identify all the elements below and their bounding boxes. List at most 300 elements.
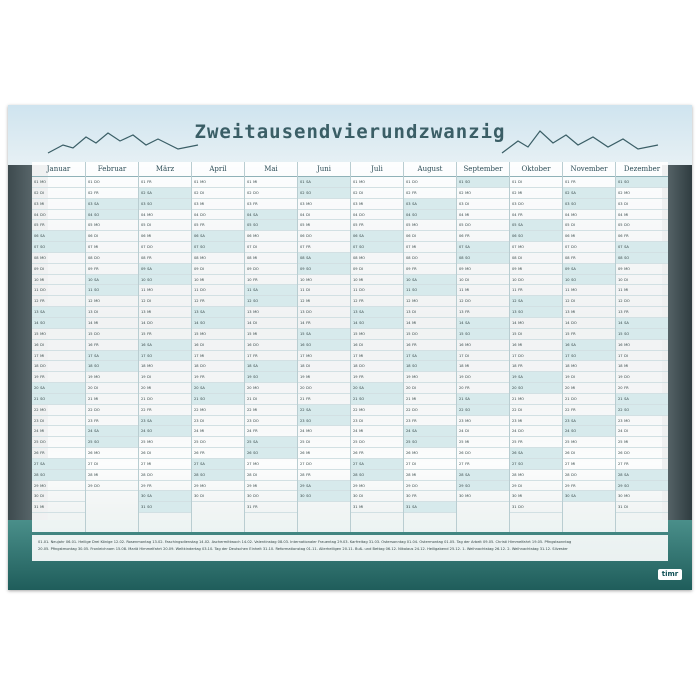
day-number: 18 [459, 364, 464, 369]
day-number: 16 [618, 342, 623, 347]
weekday-abbr: MI [253, 331, 258, 336]
day-number: 03 [512, 201, 517, 206]
day-cell [351, 470, 403, 481]
day-cell [139, 481, 191, 492]
day-cell [245, 242, 297, 253]
day-cell [351, 448, 403, 459]
day-cell [510, 502, 562, 513]
day-cell [192, 383, 244, 394]
day-cell [351, 416, 403, 427]
day-cell [32, 264, 85, 275]
weekday-abbr: DO [40, 288, 46, 293]
day-number: 19 [618, 375, 623, 380]
weekday-abbr: DI [306, 364, 310, 369]
day-cell [510, 231, 562, 242]
weekday-abbr: DI [624, 277, 628, 282]
weekday-abbr: SO [571, 353, 577, 358]
day-number: 04 [141, 212, 146, 217]
weekday-abbr: MI [412, 245, 417, 250]
weekday-abbr: DI [40, 190, 44, 195]
day-number: 14 [512, 320, 517, 325]
weekday-abbr: FR [253, 353, 258, 358]
day-number: 17 [459, 353, 464, 358]
month-column-5 [244, 162, 297, 532]
weekday-abbr: SA [465, 396, 470, 401]
day-cell [404, 383, 456, 394]
weekday-abbr: FR [200, 451, 205, 456]
day-cell [192, 361, 244, 372]
day-number: 13 [459, 310, 464, 315]
day-cell [139, 502, 191, 513]
day-cell [457, 188, 509, 199]
day-number: 21 [618, 396, 623, 401]
day-number: 03 [247, 201, 252, 206]
weekday-abbr: SA [624, 245, 629, 250]
weekday-abbr: DO [147, 396, 153, 401]
weekday-abbr: MO [359, 180, 366, 184]
day-cell [298, 318, 350, 329]
weekday-abbr: FR [147, 483, 152, 488]
weekday-abbr: MO [94, 451, 101, 456]
day-number: 27 [353, 461, 358, 466]
weekday-abbr: SA [465, 245, 470, 250]
day-number: 21 [565, 396, 570, 401]
day-number: 01 [353, 180, 358, 184]
weekday-abbr: SA [518, 375, 523, 380]
weekday-abbr: MI [465, 364, 470, 369]
day-cell [563, 481, 615, 492]
day-cell [563, 416, 615, 427]
day-number: 27 [459, 461, 464, 466]
holiday-line-1: 01.01. Neujahr 06.01. Heilige Drei Könige 12.02. Rosenmontag 13.02. Faschingsdienstag 14.02. Aschermittwoch 14.02. Valentinstag 08.03. Internationaler Frauentag 29.03. Karfreitag 31.03. Ostersonntag 01.04. Ostermontag 01.05. Tag der Arbeit 09.05. Christi Himmelfahrt 19.05. Pfingstsonntag [38, 540, 572, 544]
day-cell [404, 372, 456, 383]
day-number: 19 [300, 375, 305, 380]
weekday-abbr: MI [147, 310, 152, 315]
day-cell [510, 253, 562, 264]
day-number: 05 [353, 223, 358, 228]
weekday-abbr: SO [147, 505, 153, 510]
day-number: 14 [406, 320, 411, 325]
weekday-abbr: MO [253, 461, 260, 466]
day-cell [32, 253, 85, 264]
day-cell [457, 340, 509, 351]
day-cell [457, 275, 509, 286]
weekday-abbr: SO [465, 331, 471, 336]
weekday-abbr: DI [94, 234, 98, 239]
day-cell [298, 481, 350, 492]
day-number: 17 [406, 353, 411, 358]
day-cell [404, 296, 456, 307]
day-number: 21 [88, 396, 93, 401]
day-number: 22 [459, 407, 464, 412]
day-cell [351, 318, 403, 329]
day-number: 21 [34, 396, 39, 401]
weekday-abbr: DI [147, 223, 151, 228]
weekday-abbr: DI [200, 418, 204, 423]
day-cell [245, 491, 297, 502]
day-cell [86, 199, 138, 210]
weekday-abbr: DI [518, 180, 522, 184]
day-number: 20 [565, 386, 570, 391]
day-cell [32, 437, 85, 448]
day-cell [616, 437, 668, 448]
day-cell [616, 199, 668, 210]
weekday-abbr: SO [200, 396, 206, 401]
day-number: 10 [300, 277, 305, 282]
weekday-abbr: DO [465, 375, 471, 380]
day-number: 10 [406, 277, 411, 282]
weekday-abbr: SO [624, 331, 630, 336]
weekday-abbr: MI [253, 255, 258, 260]
day-number: 04 [353, 212, 358, 217]
weekday-abbr: SO [359, 472, 365, 477]
day-cell [245, 188, 297, 199]
day-number: 25 [353, 440, 358, 445]
weekday-abbr: FR [624, 461, 629, 466]
weekday-abbr: MI [94, 396, 99, 401]
day-cell [457, 242, 509, 253]
day-cell [563, 253, 615, 264]
weekday-abbr: FR [412, 266, 417, 271]
day-number: 11 [247, 288, 252, 293]
weekday-abbr: DO [412, 180, 418, 184]
day-number: 05 [247, 223, 252, 228]
weekday-abbr: SA [412, 505, 417, 510]
day-number: 24 [88, 429, 93, 434]
day-cell [298, 372, 350, 383]
weekday-abbr: DI [147, 375, 151, 380]
weekday-abbr: MO [253, 234, 260, 239]
day-number: 30 [34, 494, 39, 499]
day-number: 24 [141, 429, 146, 434]
day-cell [563, 264, 615, 275]
day-number: 06 [141, 234, 146, 239]
day-number: 05 [618, 223, 623, 228]
weekday-abbr: FR [412, 418, 417, 423]
day-number: 26 [618, 451, 623, 456]
weekday-abbr: DI [200, 494, 204, 499]
day-number: 14 [300, 320, 305, 325]
month-name: Mai [245, 162, 297, 177]
day-number: 08 [194, 255, 199, 260]
weekday-abbr: FR [94, 266, 99, 271]
day-number: 28 [300, 472, 305, 477]
weekday-abbr: SA [306, 407, 311, 412]
day-number: 02 [34, 190, 39, 195]
day-number: 15 [618, 331, 623, 336]
day-cell [404, 242, 456, 253]
weekday-abbr: MI [200, 429, 205, 434]
weekday-abbr: SO [306, 418, 312, 423]
month-column-8 [403, 162, 456, 532]
day-number: 03 [353, 201, 358, 206]
day-cell [563, 210, 615, 221]
day-cell [510, 470, 562, 481]
weekday-abbr: MI [359, 429, 364, 434]
weekday-abbr: SA [412, 277, 417, 282]
day-cell [86, 307, 138, 318]
day-number: 14 [459, 320, 464, 325]
month-column-4 [191, 162, 244, 532]
weekday-abbr: SO [40, 472, 46, 477]
day-cell [32, 405, 85, 416]
weekday-abbr: FR [412, 190, 417, 195]
day-cell [245, 437, 297, 448]
weekday-abbr: MI [94, 320, 99, 325]
day-number: 07 [194, 245, 199, 250]
weekday-abbr: SA [624, 472, 629, 477]
day-cell [245, 394, 297, 405]
day-number: 05 [512, 223, 517, 228]
weekday-abbr: SA [571, 418, 576, 423]
day-number: 16 [141, 342, 146, 347]
weekday-abbr: MO [200, 483, 207, 488]
day-number: 25 [512, 440, 517, 445]
weekday-abbr: MO [147, 364, 154, 369]
day-number: 09 [34, 266, 39, 271]
day-cell [404, 220, 456, 231]
day-cell [32, 372, 85, 383]
weekday-abbr: MI [571, 234, 576, 239]
weekday-abbr: SA [200, 386, 205, 391]
day-number: 02 [247, 190, 252, 195]
day-number: 08 [618, 255, 623, 260]
day-number: 26 [406, 451, 411, 456]
weekday-abbr: DO [253, 342, 259, 347]
day-cell [404, 416, 456, 427]
weekday-abbr: DO [306, 234, 312, 239]
day-number: 09 [194, 266, 199, 271]
weekday-abbr: SA [147, 190, 152, 195]
day-cell [139, 177, 191, 188]
day-number: 25 [565, 440, 570, 445]
day-cell [563, 351, 615, 362]
weekday-abbr: MO [200, 180, 207, 184]
month-name: September [457, 162, 509, 177]
weekday-abbr: SA [200, 234, 205, 239]
day-number: 29 [565, 483, 570, 488]
day-number: 18 [565, 364, 570, 369]
day-number: 20 [459, 386, 464, 391]
day-cell [616, 372, 668, 383]
weekday-abbr: MI [518, 190, 523, 195]
day-number: 14 [565, 320, 570, 325]
day-number: 28 [512, 472, 517, 477]
weekday-abbr: DI [40, 494, 44, 499]
day-cell [86, 188, 138, 199]
weekday-abbr: MO [624, 494, 631, 499]
day-number: 04 [459, 212, 464, 217]
day-cell [192, 437, 244, 448]
day-cell [192, 394, 244, 405]
day-number: 07 [141, 245, 146, 250]
day-number: 08 [141, 255, 146, 260]
day-number: 12 [618, 299, 623, 304]
day-number: 18 [512, 364, 517, 369]
day-cell [563, 383, 615, 394]
day-cell [245, 361, 297, 372]
weekday-abbr: SA [94, 353, 99, 358]
weekday-abbr: MO [412, 223, 419, 228]
day-number: 16 [247, 342, 252, 347]
day-number: 17 [247, 353, 252, 358]
holiday-legend [32, 535, 668, 561]
day-cell [86, 296, 138, 307]
weekday-abbr: FR [359, 375, 364, 380]
day-number: 07 [565, 245, 570, 250]
weekday-abbr: MO [253, 310, 260, 315]
day-cell [563, 329, 615, 340]
day-cell [192, 296, 244, 307]
weekday-abbr: SA [94, 429, 99, 434]
weekday-abbr: SO [200, 472, 206, 477]
day-cell [457, 459, 509, 470]
weekday-abbr: DI [147, 299, 151, 304]
day-cell [404, 470, 456, 481]
day-number: 30 [247, 494, 252, 499]
day-cell [298, 491, 350, 502]
day-cell [616, 220, 668, 231]
day-cell [563, 491, 615, 502]
day-cell [457, 405, 509, 416]
day-cell [457, 285, 509, 296]
weekday-abbr: DO [359, 212, 365, 217]
day-cell [404, 188, 456, 199]
day-cell [298, 199, 350, 210]
day-cell [616, 285, 668, 296]
day-cell [404, 253, 456, 264]
day-number: 01 [300, 180, 305, 184]
day-cell [351, 296, 403, 307]
day-number: 11 [353, 288, 358, 293]
weekday-abbr: MI [465, 288, 470, 293]
day-number: 28 [247, 472, 252, 477]
day-number: 24 [194, 429, 199, 434]
weekday-abbr: DO [40, 212, 46, 217]
weekday-abbr: FR [306, 320, 311, 325]
day-number: 05 [565, 223, 570, 228]
day-cell [510, 481, 562, 492]
day-cell [139, 416, 191, 427]
day-cell [563, 340, 615, 351]
day-cell [510, 329, 562, 340]
day-number: 24 [34, 429, 39, 434]
day-number: 01 [34, 180, 39, 184]
day-number: 27 [565, 461, 570, 466]
weekday-abbr: MI [571, 386, 576, 391]
day-number: 25 [88, 440, 93, 445]
day-number: 15 [247, 331, 252, 336]
day-number: 09 [353, 266, 358, 271]
weekday-abbr: FR [147, 180, 152, 184]
day-number: 09 [300, 266, 305, 271]
day-cell [192, 220, 244, 231]
day-number: 09 [618, 266, 623, 271]
day-number: 23 [141, 418, 146, 423]
weekday-abbr: DI [200, 190, 204, 195]
day-number: 20 [406, 386, 411, 391]
day-number: 15 [88, 331, 93, 336]
weekday-abbr: MI [40, 505, 45, 510]
day-cell [457, 394, 509, 405]
day-cell [245, 210, 297, 221]
weekday-abbr: SO [518, 310, 524, 315]
day-cell [86, 405, 138, 416]
day-cell [32, 188, 85, 199]
day-cell [32, 275, 85, 286]
weekday-abbr: MI [518, 266, 523, 271]
weekday-abbr: FR [571, 407, 576, 412]
weekday-abbr: DO [412, 331, 418, 336]
weekday-abbr: MI [359, 505, 364, 510]
weekday-abbr: MI [94, 245, 99, 250]
day-cell [404, 459, 456, 470]
weekday-abbr: DO [253, 494, 259, 499]
day-number: 25 [459, 440, 464, 445]
day-number: 24 [300, 429, 305, 434]
day-number: 15 [34, 331, 39, 336]
day-number: 14 [88, 320, 93, 325]
day-cell [192, 448, 244, 459]
day-number: 19 [565, 375, 570, 380]
weekday-abbr: MO [253, 386, 260, 391]
day-cell [404, 318, 456, 329]
day-number: 23 [88, 418, 93, 423]
month-name: März [139, 162, 191, 177]
day-cell [139, 361, 191, 372]
day-number: 29 [512, 483, 517, 488]
weekday-abbr: SO [40, 320, 46, 325]
day-cell [32, 199, 85, 210]
day-number: 09 [247, 266, 252, 271]
day-cell [616, 231, 668, 242]
day-cell [351, 340, 403, 351]
weekday-abbr: DI [465, 277, 469, 282]
timr-logo: timr [658, 569, 682, 580]
weekday-abbr: FR [40, 375, 45, 380]
weekday-abbr: MI [465, 212, 470, 217]
weekday-abbr: MI [40, 201, 45, 206]
weekday-abbr: DI [571, 223, 575, 228]
day-number: 10 [247, 277, 252, 282]
weekday-abbr: MO [624, 418, 631, 423]
month-name: November [563, 162, 615, 177]
day-cell [32, 220, 85, 231]
weekday-abbr: SA [306, 331, 311, 336]
day-cell [32, 351, 85, 362]
day-cell [192, 285, 244, 296]
day-cell [139, 470, 191, 481]
day-cell [404, 426, 456, 437]
day-cell [616, 275, 668, 286]
day-cell [510, 351, 562, 362]
weekday-abbr: SA [40, 234, 45, 239]
weekday-abbr: MI [359, 277, 364, 282]
day-number: 18 [406, 364, 411, 369]
day-cell [563, 231, 615, 242]
day-cell [86, 426, 138, 437]
day-number: 01 [618, 180, 623, 184]
weekday-abbr: SO [359, 245, 365, 250]
day-number: 22 [565, 407, 570, 412]
day-number: 02 [512, 190, 517, 195]
weekday-abbr: FR [518, 212, 523, 217]
day-cell [192, 481, 244, 492]
day-number: 11 [459, 288, 464, 293]
weekday-abbr: FR [465, 386, 470, 391]
day-cell [298, 285, 350, 296]
weekday-abbr: MO [40, 255, 47, 260]
